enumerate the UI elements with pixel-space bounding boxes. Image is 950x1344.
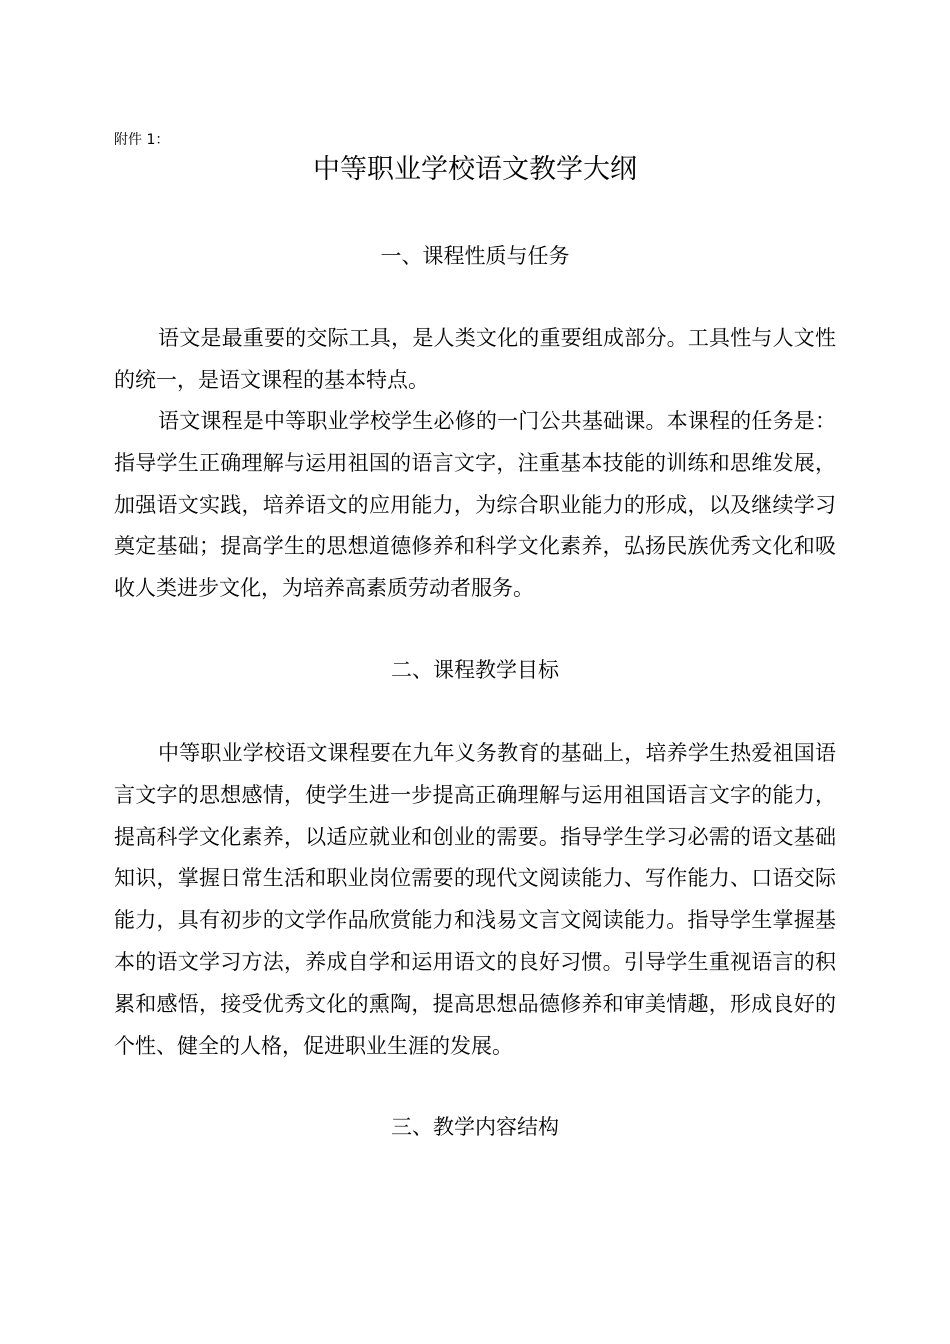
document-title: 中等职业学校语文教学大纲 (313, 154, 637, 185)
paragraph-goals: 中等职业学校语文课程要在九年义务教育的基础上，培养学生热爱祖国语言文字的思想感情，使学生进一步提高正确理解与运用祖国语言文字的能力，提高科学文化素养，以适应就业和创业的需要。指导学生学习必需的语文基础知识，掌握日常生活和职业岗位需要的现代文阅读能力、写作能力、口语交际能力，具有初步的文学作品欣赏能力和浅易文言文阅读能力。指导学生掌握基本的语文学习方法，养成自学和运用语文的良好习惯。引导学生重视语言的积累和感悟，接受优秀文化的熏陶，提高思想品德修养和审美情趣，形成良好的个性、健全的人格，促进职业生涯的发展。 (114, 741, 836, 1058)
paragraph-nature: 语文是最重要的交际工具，是人类文化的重要组成部分。工具性与人文性的统一，是语文课程的基本特点。 (114, 326, 836, 392)
section-heading-content-structure: 三、教学内容结构 (391, 1115, 559, 1139)
section-heading-teaching-goals: 二、课程教学目标 (391, 658, 559, 682)
section-heading-nature-and-tasks: 一、课程性质与任务 (380, 244, 570, 268)
attachment-label: 附件 1： (114, 132, 170, 148)
paragraph-tasks: 语文课程是中等职业学校学生必修的一门公共基础课。本课程的任务是：指导学生正确理解与运用祖国的语言文字，注重基本技能的训练和思维发展，加强语文实践，培养语文的应用能力，为综合职业能力的形成，以及继续学习奠定基础；提高学生的思想道德修养和科学文化素养，弘扬民族优秀文化和吸收人类进步文化，为培养高素质劳动者服务。 (114, 409, 836, 601)
